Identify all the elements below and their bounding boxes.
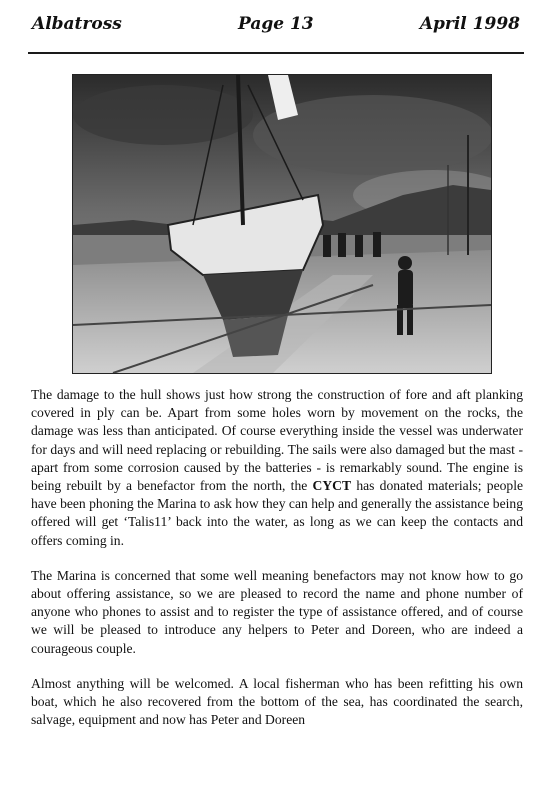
paragraph-2: The Marina is concerned that some well meaning benefactors may not know how to go about offering assistance, so we are pleased to record the name and phone number of anyone who phones to assist and to register the type of assistance offered, and of course we will be pleased to introduce any helpers to Peter and Doreen, who are indeed a courageous couple. xyxy=(31,567,523,656)
paragraph-1-part-b: has donated materials; people have been phoning the Marina to ask how they can help and generally the assistance being offered will get ‘Talis11’ back into the water, as long as we can keep the contacts and offers coming in. xyxy=(31,478,524,548)
boat-photo xyxy=(72,74,492,374)
newsletter-title: Albatross xyxy=(32,14,122,34)
article-body xyxy=(31,386,523,729)
paragraph-1-part-a: The damage to the hull shows just how strong the construction of fore and aft planking covered in ply can be. Apart from some holes worn by movement on the rocks, the damage was less than anticipated. Of course everything inside the vessel was underwater for days and will need replacing or rebuilding. The sails were also damaged but the mast - apart from some corrosion caused by the batteries - is remarkably sound. The engine is being rebuilt by a benefactor from the north, the xyxy=(31,387,523,494)
organisation-name: CYCT xyxy=(312,478,352,494)
page-header xyxy=(30,14,524,44)
issue-date: April 1998 xyxy=(419,14,520,34)
header-rule xyxy=(28,52,524,54)
paragraph-3: Almost anything will be welcomed. A local fisherman who has been refitting his own boat, which he also recovered from the bottom of the sea, has coordinated the search, salvage, equipment and now has Peter and Doreen xyxy=(31,675,523,728)
page-number: Page 13 xyxy=(238,14,314,34)
paragraph-1 xyxy=(31,386,523,550)
